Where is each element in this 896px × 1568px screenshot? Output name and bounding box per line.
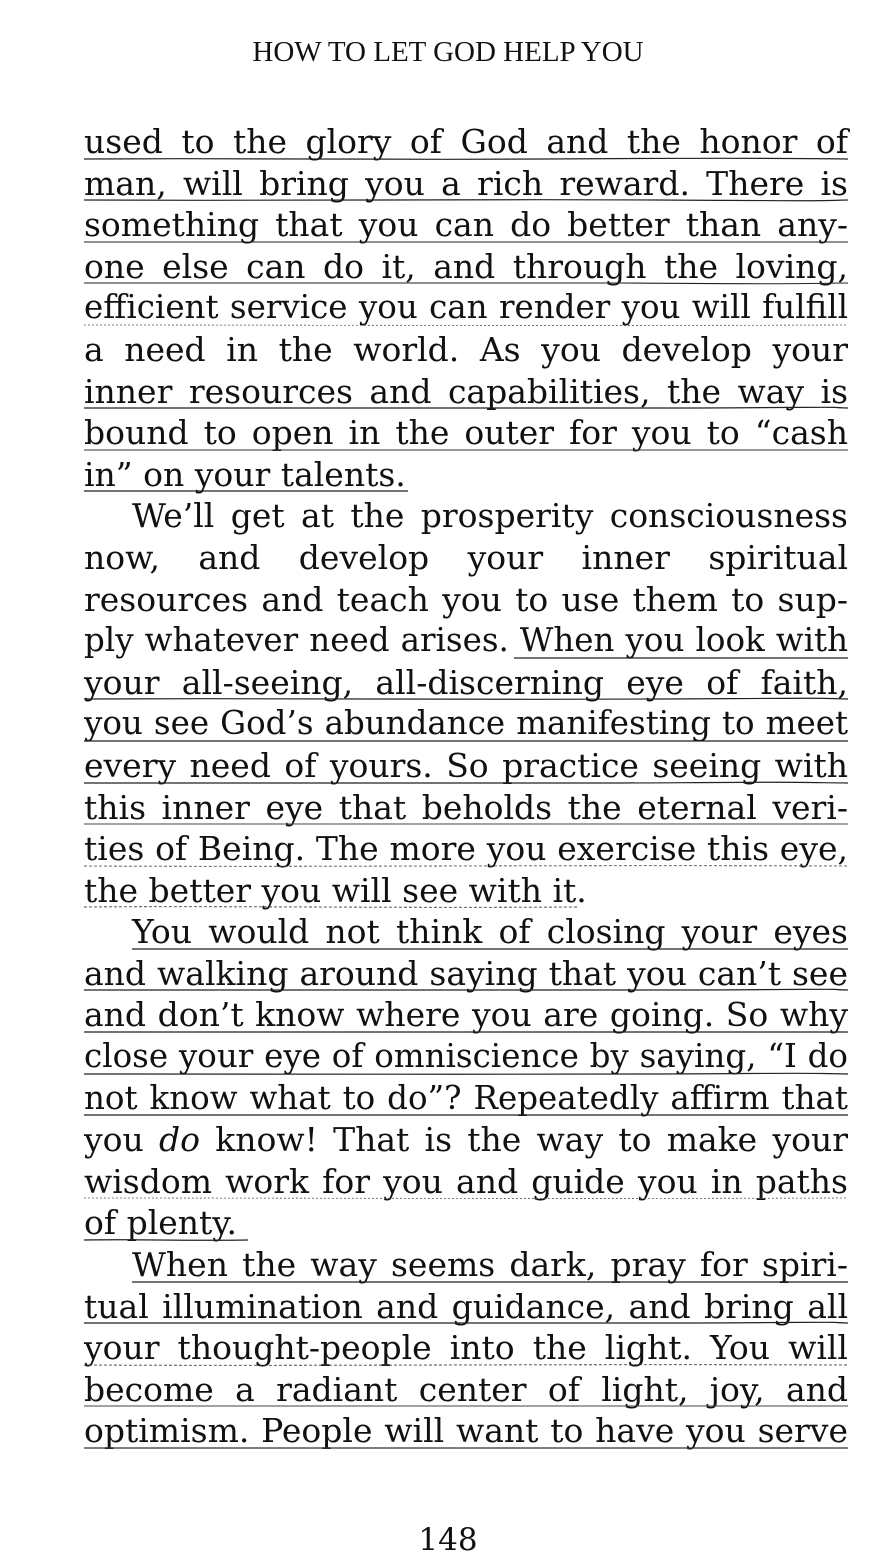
text-line: a need in the world. As you develop your bbox=[84, 329, 848, 369]
text-line: you do know! That is the way to make your bbox=[84, 1120, 848, 1160]
page-number: 148 bbox=[418, 1522, 478, 1558]
paragraph bbox=[84, 911, 848, 1244]
text-line: and don’t know where you are going. So why bbox=[84, 995, 848, 1035]
text-line: bound to open in the outer for you to “cash bbox=[84, 413, 848, 453]
text-line: this inner eye that beholds the eternal veri- bbox=[84, 787, 848, 827]
text-line: in” on your talents. bbox=[84, 454, 848, 496]
text-line: ties of Being. The more you exercise this eye, bbox=[84, 829, 848, 869]
text-line: not know what to do”? Repeatedly affirm that bbox=[84, 1078, 848, 1117]
paragraph bbox=[84, 1244, 848, 1452]
text-line: inner resources and capabilities, the way is bbox=[84, 371, 848, 411]
text-line: wisdom work for you and guide you in paths bbox=[84, 1161, 848, 1201]
text-line: you see God’s abundance manifesting to meet bbox=[84, 704, 848, 743]
text-line: man, will bring you a rich reward. There is bbox=[84, 163, 848, 203]
text-line: your all-seeing, all-discerning eye of faith, bbox=[84, 662, 848, 702]
text-line: and walking around saying that you can’t see bbox=[84, 953, 848, 993]
text-line: every need of yours. So practice seeing with bbox=[84, 745, 848, 785]
paragraph bbox=[84, 495, 848, 911]
running-head-title: HOW TO LET GOD HELP YOU bbox=[252, 36, 644, 68]
text-line: efficient service you can render you will fulfill bbox=[84, 288, 848, 327]
paragraph bbox=[84, 121, 848, 495]
body-text bbox=[84, 121, 848, 1452]
text-line: tual illumination and guidance, and bring all bbox=[84, 1286, 848, 1326]
text-line: optimism. People will want to have you serve bbox=[84, 1411, 848, 1451]
text-line: become a radiant center of light, joy, and bbox=[84, 1369, 848, 1409]
text-line: something that you can do better than any- bbox=[84, 205, 848, 245]
text-line: ply whatever need arises. When you look with bbox=[84, 621, 848, 660]
text-line: used to the glory of God and the honor of bbox=[84, 122, 848, 161]
text-line: now, and develop your inner spiritual bbox=[84, 537, 848, 577]
text-line: the better you will see with it. bbox=[84, 870, 587, 910]
text-line: When the way seems dark, pray for spiri- bbox=[132, 1245, 848, 1285]
text-line: one else can do it, and through the loving, bbox=[84, 246, 848, 286]
text-line: resources and teach you to use them to sup- bbox=[84, 579, 848, 619]
text-line: close your eye of omniscience by saying, “I do bbox=[84, 1037, 848, 1076]
text-line: of plenty. bbox=[84, 1202, 848, 1244]
text-line: You would not think of closing your eyes bbox=[132, 912, 848, 952]
emphasis-text: do bbox=[159, 1120, 201, 1160]
text-line: your thought-people into the light. You will bbox=[84, 1328, 848, 1368]
text-line: We’ll get at the prosperity consciousness bbox=[132, 496, 848, 536]
